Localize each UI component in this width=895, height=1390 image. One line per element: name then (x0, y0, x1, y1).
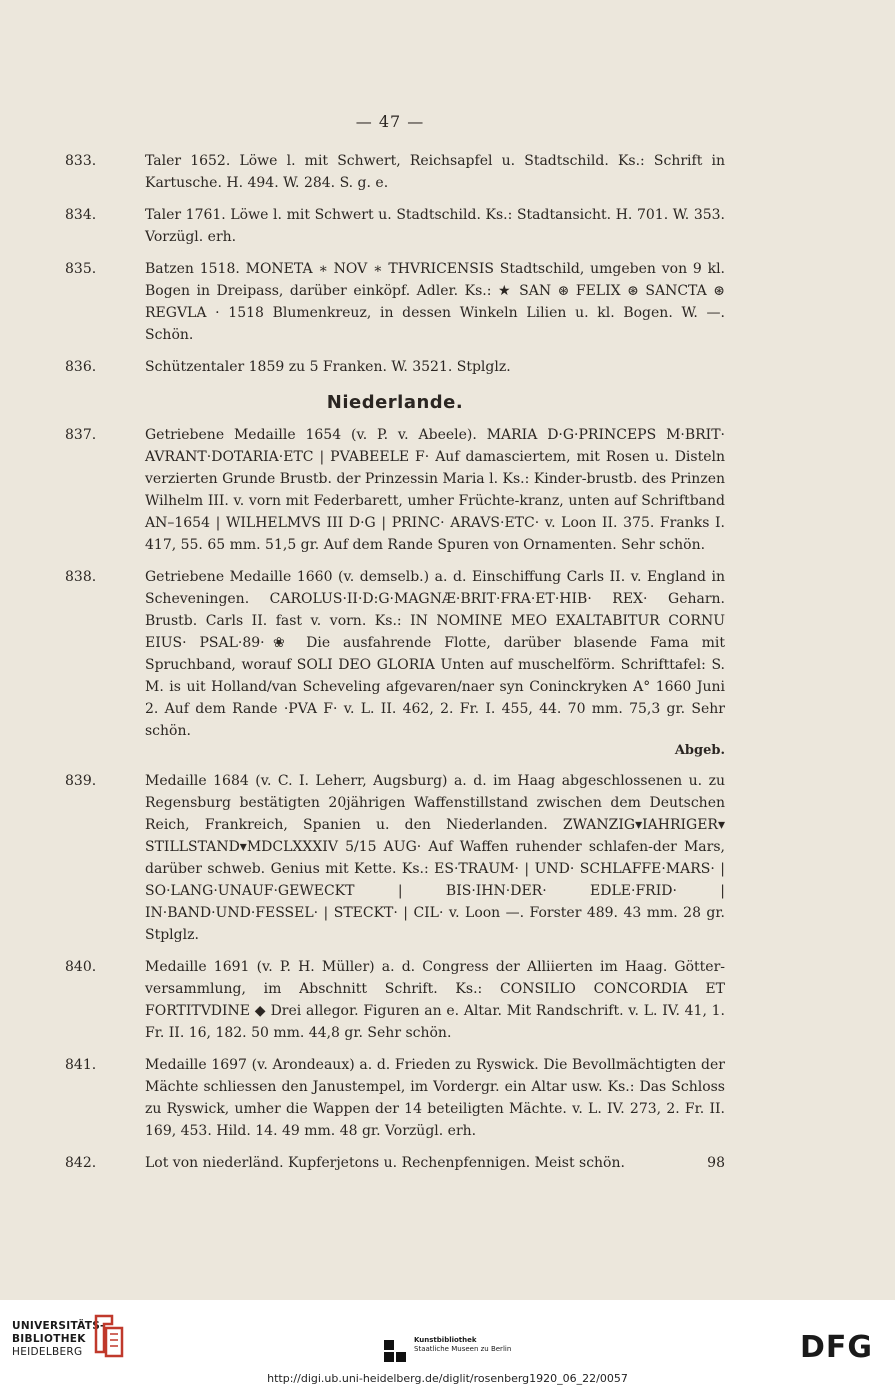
library-line: UNIVERSITÄTS- (12, 1320, 105, 1332)
catalog-entry (65, 956, 725, 1044)
entry-text: Medaille 1684 (v. C. I. Leherr, Augsburg) a. d. im Haag abgeschlossenen u. zu Regensburg bestätigten 20jährigen Waffenstillstand zwischen dem Deutschen Reich, Frankreich, Spanien u. den Niederlanden. ZWANZIG▾IAHRIGER▾ STILLSTAND▾MDCLXXXIV 5/15 AUG· Auf Waffen ruhender schlafen-der Mars, darüber schweb. Genius mit Kette. Ks.: ES·TRAUM· | UND· SCHLAFFE·MARS· | SO·LANG·UNAUF·GEWECKT | BIS·IHN·DER· EDLE·FRID· | IN·BAND·UND·FESSEL· | STECKT· | CIL· v. Loon —. Forster 489. 43 mm. 28 gr. Stplglz. (145, 773, 725, 943)
entry-text: Lot von niederländ. Kupferjetons u. Rechenpfennigen. Meist schön. (145, 1155, 625, 1171)
entry-number: 840. (65, 959, 97, 975)
entry-text: Medaille 1697 (v. Arondeaux) a. d. Frieden zu Ryswick. Die Bevollmächtigten der Mächte schliessen den Janustempel, im Vordergr. ein Altar usw. Ks.: Das Schloss zu Ryswick, umher die Wappen der 14 beteiligten Mächte. v. L. IV. 273, 2. Fr. II. 169, 453. Hild. 14. 49 mm. 48 gr. Vorzügl. erh. (145, 1057, 725, 1139)
entry-number: 834. (65, 207, 97, 223)
entry-number: 838. (65, 569, 97, 585)
catalog-entry (65, 356, 725, 378)
catalog-entry (65, 1152, 725, 1174)
entry-number: 835. (65, 261, 97, 277)
catalog-entry (65, 150, 725, 194)
entry-text: Getriebene Medaille 1660 (v. demselb.) a. d. Einschiffung Carls II. v. England in Scheveningen. CAROLUS·II·D:G·MAGNÆ·BRIT·FRA·ET·HIB· REX· Geharn. Brustb. Carls II. fast v. vorn. Ks.: IN NOMINE MEO EXALTABITUR CORNU EIUS· PSAL·89·❀ Die ausfahrende Flotte, darüber blasende Fama mit Spruchband, worauf SOLI DEO GLORIA Unten auf muschelförm. Schrifttafel: S. M. is uit Holland/van Scheveling afgevaren/naer syn Coninckryken A° 1660 Juni 2. Auf dem Rande ·PVA F· v. L. II. 462, 2. Fr. I. 455, 44. 70 mm. 75,3 gr. Sehr schön. (145, 569, 725, 739)
entry-result: Abgeb. (674, 743, 725, 758)
catalog-entry (65, 770, 725, 946)
page-number: — 47 — (355, 112, 425, 131)
dfg-logo: DFG (800, 1330, 874, 1365)
entry-text: Schützentaler 1859 zu 5 Franken. W. 3521. Stplglz. (145, 359, 511, 375)
kunstbibliothek-text (414, 1336, 511, 1354)
entry-number: 836. (65, 359, 97, 375)
catalog-entry (65, 1054, 725, 1142)
section-heading: Niederlande. (326, 392, 464, 413)
library-line: BIBLIOTHEK (12, 1333, 86, 1345)
catalog-entry (65, 424, 725, 556)
entry-price: 98 (707, 1155, 725, 1171)
entry-number: 841. (65, 1057, 97, 1073)
catalog-entry (65, 566, 725, 760)
source-url[interactable]: http://digi.ub.uni-heidelberg.de/diglit/rosenberg1920_06_22/0057 (267, 1372, 628, 1385)
entry-number: 837. (65, 427, 97, 443)
footer (0, 1300, 895, 1390)
kb-line: Staatliche Museen zu Berlin (414, 1345, 512, 1353)
catalog-entry (65, 204, 725, 248)
entry-number: 833. (65, 153, 97, 169)
entry-number: 842. (65, 1155, 97, 1171)
library-name (12, 1320, 105, 1359)
kunstbibliothek-logo-icon (382, 1338, 408, 1364)
university-library-logo-icon (92, 1312, 126, 1360)
entry-number: 839. (65, 773, 97, 789)
kb-line: Kunstbibliothek (414, 1336, 477, 1344)
entry-text: Taler 1761. Löwe l. mit Schwert u. Stadtschild. Ks.: Stadtansicht. H. 701. W. 353. Vorzügl. erh. (145, 207, 725, 245)
catalog-entries (65, 150, 725, 1184)
entry-text: Medaille 1691 (v. P. H. Müller) a. d. Congress der Alliierten im Haag. Götter-versammlung, im Abschnitt Schrift. Ks.: CONSILIO CONCORDIA ET FORTITVDINE ◆ Drei allegor. Figuren an e. Altar. Mit Randschrift. v. L. IV. 41, 1. Fr. II. 16, 182. 50 mm. 44,8 gr. Sehr schön. (145, 959, 725, 1041)
library-line: HEIDELBERG (12, 1346, 83, 1358)
entry-text: Taler 1652. Löwe l. mit Schwert, Reichsapfel u. Stadtschild. Ks.: Schrift in Kartusche. H. 494. W. 284. S. g. e. (145, 153, 725, 191)
entry-text: Batzen 1518. MONETA ∗ NOV ∗ THVRICENSIS Stadtschild, umgeben von 9 kl. Bogen in Dreipass, darüber einköpf. Adler. Ks.: ★ SAN ⊛ FELIX ⊛ SANCTA ⊛ REGVLA · 1518 Blumenkreuz, in dessen Winkeln Lilien u. kl. Bogen. W. —. Schön. (145, 261, 725, 343)
catalog-entry (65, 258, 725, 346)
entry-text: Getriebene Medaille 1654 (v. P. v. Abeele). MARIA D·G·PRINCEPS M·BRIT· AVRANT·DOTARIA·ETC | PVABEELE F· Auf damasciertem, mit Rosen u. Disteln verzierten Grunde Brustb. der Prinzessin Maria l. Ks.: Kinder-brustb. des Prinzen Wilhelm III. v. vorn mit Federbarett, umher Früchte-kranz, unten auf Schriftband AN–1654 | WILHELMVS III D·G | PRINC· ARAVS·ETC· v. Loon II. 375. Franks I. 417, 55. 65 mm. 51,5 gr. Auf dem Rande Spuren von Ornamenten. Sehr schön. (145, 427, 725, 553)
